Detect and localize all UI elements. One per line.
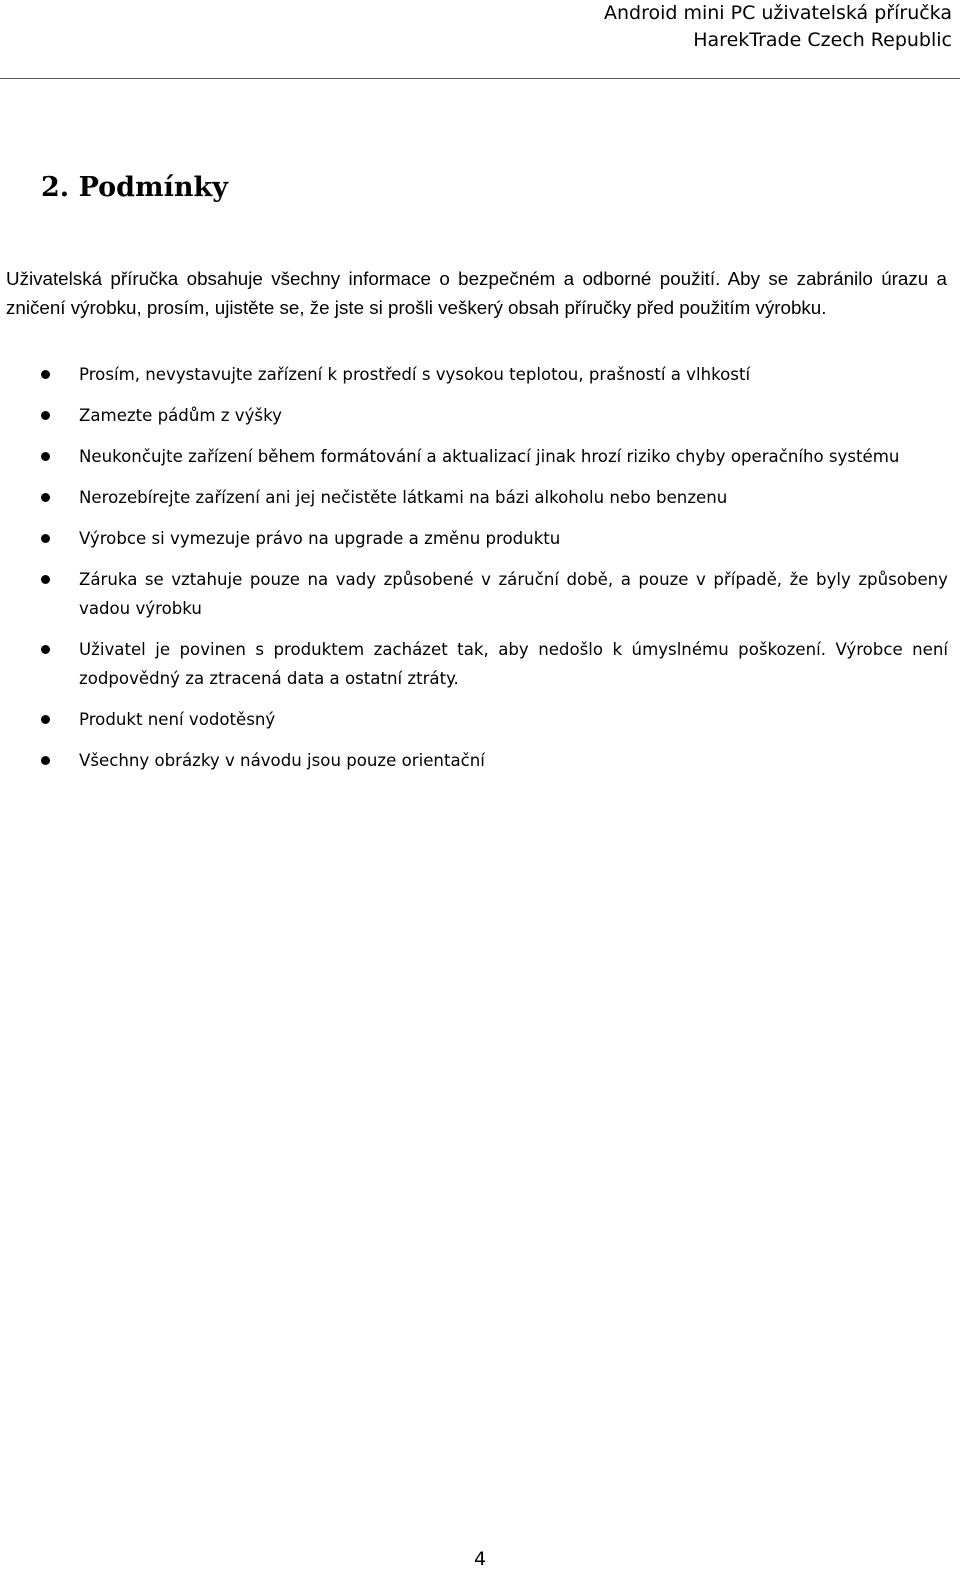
list-item [40, 360, 948, 389]
bullet-icon [41, 452, 50, 461]
section-heading: 2. Podmínky [41, 172, 228, 203]
conditions-list [40, 360, 948, 787]
list-item-text: Všechny obrázky v návodu jsou pouze orientační [79, 751, 485, 770]
list-item [40, 565, 948, 623]
intro-paragraph: Uživatelská příručka obsahuje všechny informace o bezpečném a odborné použití. Aby se zabránilo úrazu a zničení výrobku, prosím, ujistěte se, že jste si prošli veškerý obsah příručky před použitím výrobku. [6, 268, 947, 318]
bullet-icon [41, 575, 50, 584]
header-document-title: Android mini PC uživatelská příručka [603, 2, 952, 24]
list-item [40, 705, 948, 734]
bullet-icon [41, 493, 50, 502]
bullet-icon [41, 411, 50, 420]
bullet-icon [41, 715, 50, 724]
list-item [40, 442, 948, 471]
list-item [40, 401, 948, 430]
list-item [40, 746, 948, 775]
list-item [40, 524, 948, 553]
list-item-text: Záruka se vztahuje pouze na vady způsobené v záruční době, a pouze v případě, že byly způsobeny vadou výrobku [79, 570, 948, 618]
list-item-text: Prosím, nevystavujte zařízení k prostředí s vysokou teplotou, prašností a vlhkostí [79, 365, 751, 384]
bullet-icon [41, 370, 50, 379]
list-item-text: Nerozebírejte zařízení ani jej nečistěte látkami na bázi alkoholu nebo benzenu [79, 488, 728, 507]
list-item-text: Výrobce si vymezuje právo na upgrade a změnu produktu [79, 529, 561, 548]
list-item [40, 635, 948, 693]
header-divider [0, 78, 960, 79]
list-item-text: Neukončujte zařízení během formátování a aktualizací jinak hrozí riziko chyby operačního systému [79, 447, 900, 466]
list-item-text: Uživatel je povinen s produktem zacházet tak, aby nedošlo k úmyslnému poškození. Výrobce není zodpovědný za ztracená data a ostatní ztráty. [79, 640, 948, 688]
list-item-text: Produkt není vodotěsný [79, 710, 276, 729]
list-item [40, 483, 948, 512]
page-number: 4 [473, 1548, 487, 1570]
bullet-icon [41, 645, 50, 654]
header-company-name: HarekTrade Czech Republic [693, 29, 952, 51]
bullet-icon [41, 756, 50, 765]
bullet-icon [41, 534, 50, 543]
list-item-text: Zamezte pádům z výšky [79, 406, 282, 425]
